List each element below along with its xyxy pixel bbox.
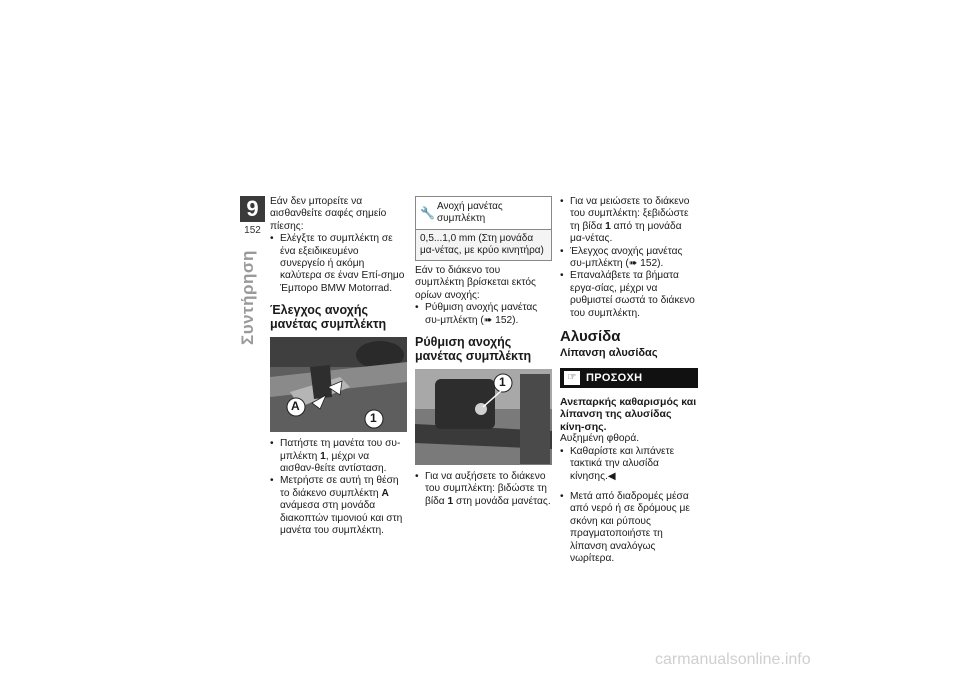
bullet-list (415, 302, 552, 327)
column-2 (415, 196, 552, 508)
bullet-list (270, 233, 405, 295)
chapter-side-title: Συντήρηση (238, 250, 257, 345)
list-item: • Επαναλάβετε τα βήματα εργα-σίας, μέχρι να ρυθμιστεί σωστά το διάκενο του συμπλέκτη. (560, 270, 698, 320)
spec-value: 0,5...1,0 mm (Στη μονάδα μα-νέτας, με κρύο κινητήρα) (416, 230, 551, 260)
bullet-list (270, 438, 405, 537)
list-item: • Μετρήστε σε αυτή τη θέση το διάκενο συμπλέκτη A ανάμεσα στη μονάδα διακοπτών τιμονιού και στη μανέτα του συμπλέκτη. (270, 475, 405, 537)
list-item: • Καθαρίστε και λιπάνετε τακτικά την αλυσίδα κίνησης.◀ (560, 446, 698, 483)
warning-label: ΠΡΟΣΟΧΗ (586, 371, 643, 384)
list-item: • Ελέγξτε το συμπλέκτη σε ένα εξειδικευμένο συνεργείο ή ακόμη καλύτερα σε έναν Επί-σημο Έμπορο BMW Motorrad. (270, 233, 405, 295)
section-heading: Έλεγχος ανοχής μανέτας συμπλέκτη (270, 303, 387, 332)
wrench-icon: 🔧 (420, 206, 435, 220)
list-item: • Πατήστε τη μανέτα του συ-μπλέκτη 1, μέχρι να αισθαν-θείτε αντίσταση. (270, 438, 405, 475)
list-item: • Για να αυξήσετε το διάκενο του συμπλέκτη: βιδώστε τη βίδα 1 στη μονάδα μανέτας. (415, 471, 552, 508)
bullet-list (560, 196, 698, 320)
photo-label-a: A (291, 399, 300, 414)
intro-text: Εάν δεν μπορείτε να αισθανθείτε σαφές σημείο πίεσης: (270, 196, 387, 232)
subsection-heading: Λίπανση αλυσίδας (560, 347, 658, 360)
lever-adjuster-illustration (415, 369, 552, 465)
column-3 (560, 196, 698, 565)
watermark: carmanualsonline.info (655, 651, 811, 668)
spec-label: Ανοχή μανέτας συμπλέκτη (436, 201, 503, 224)
spec-box (415, 196, 552, 261)
warning-banner (560, 368, 698, 388)
bullet-list (415, 471, 552, 508)
photo-label-1: 1 (499, 375, 506, 390)
warning-title: Ανεπαρκής καθαρισμός και λίπανση της αλυσίδας κίνη-σης. (560, 396, 697, 433)
section-heading: Αλυσίδα (560, 328, 621, 346)
page-number: 152 (244, 225, 261, 236)
section-heading: Ρύθμιση ανοχής μανέτας συμπλέκτη (415, 335, 532, 364)
clutch-lever-photo (270, 337, 407, 432)
clutch-lever-illustration (270, 337, 407, 432)
list-item: • Για να μειώσετε το διάκενο του συμπλέκτη: ξεβιδώστε τη βίδα 1 από τη μονάδα μα-νέτας. (560, 196, 698, 246)
column-1 (270, 196, 405, 538)
list-item: • Μετά από διαδρομές μέσα από νερό ή σε δρόμους με σκόνη και ρύπους πραγματοποιήστε τη λίπανση αναλόγως νωρίτερα. (560, 491, 698, 565)
warning-text: Αυξημένη φθορά. (560, 433, 640, 445)
photo-label-1: 1 (370, 411, 377, 426)
chapter-number: 9 (240, 196, 265, 222)
warning-hand-icon: ☞ (564, 371, 580, 385)
bullet-list (560, 446, 698, 566)
lever-adjuster-photo (415, 369, 552, 465)
list-item: • Ρύθμιση ανοχής μανέτας συ-μπλέκτη (➠ 152). (415, 302, 552, 327)
list-item: • Έλεγχος ανοχής μανέτας συ-μπλέκτη (➠ 152). (560, 246, 698, 271)
body-text: Εάν το διάκενο του συμπλέκτη βρίσκεται εκτός ορίων ανοχής: (415, 265, 536, 301)
